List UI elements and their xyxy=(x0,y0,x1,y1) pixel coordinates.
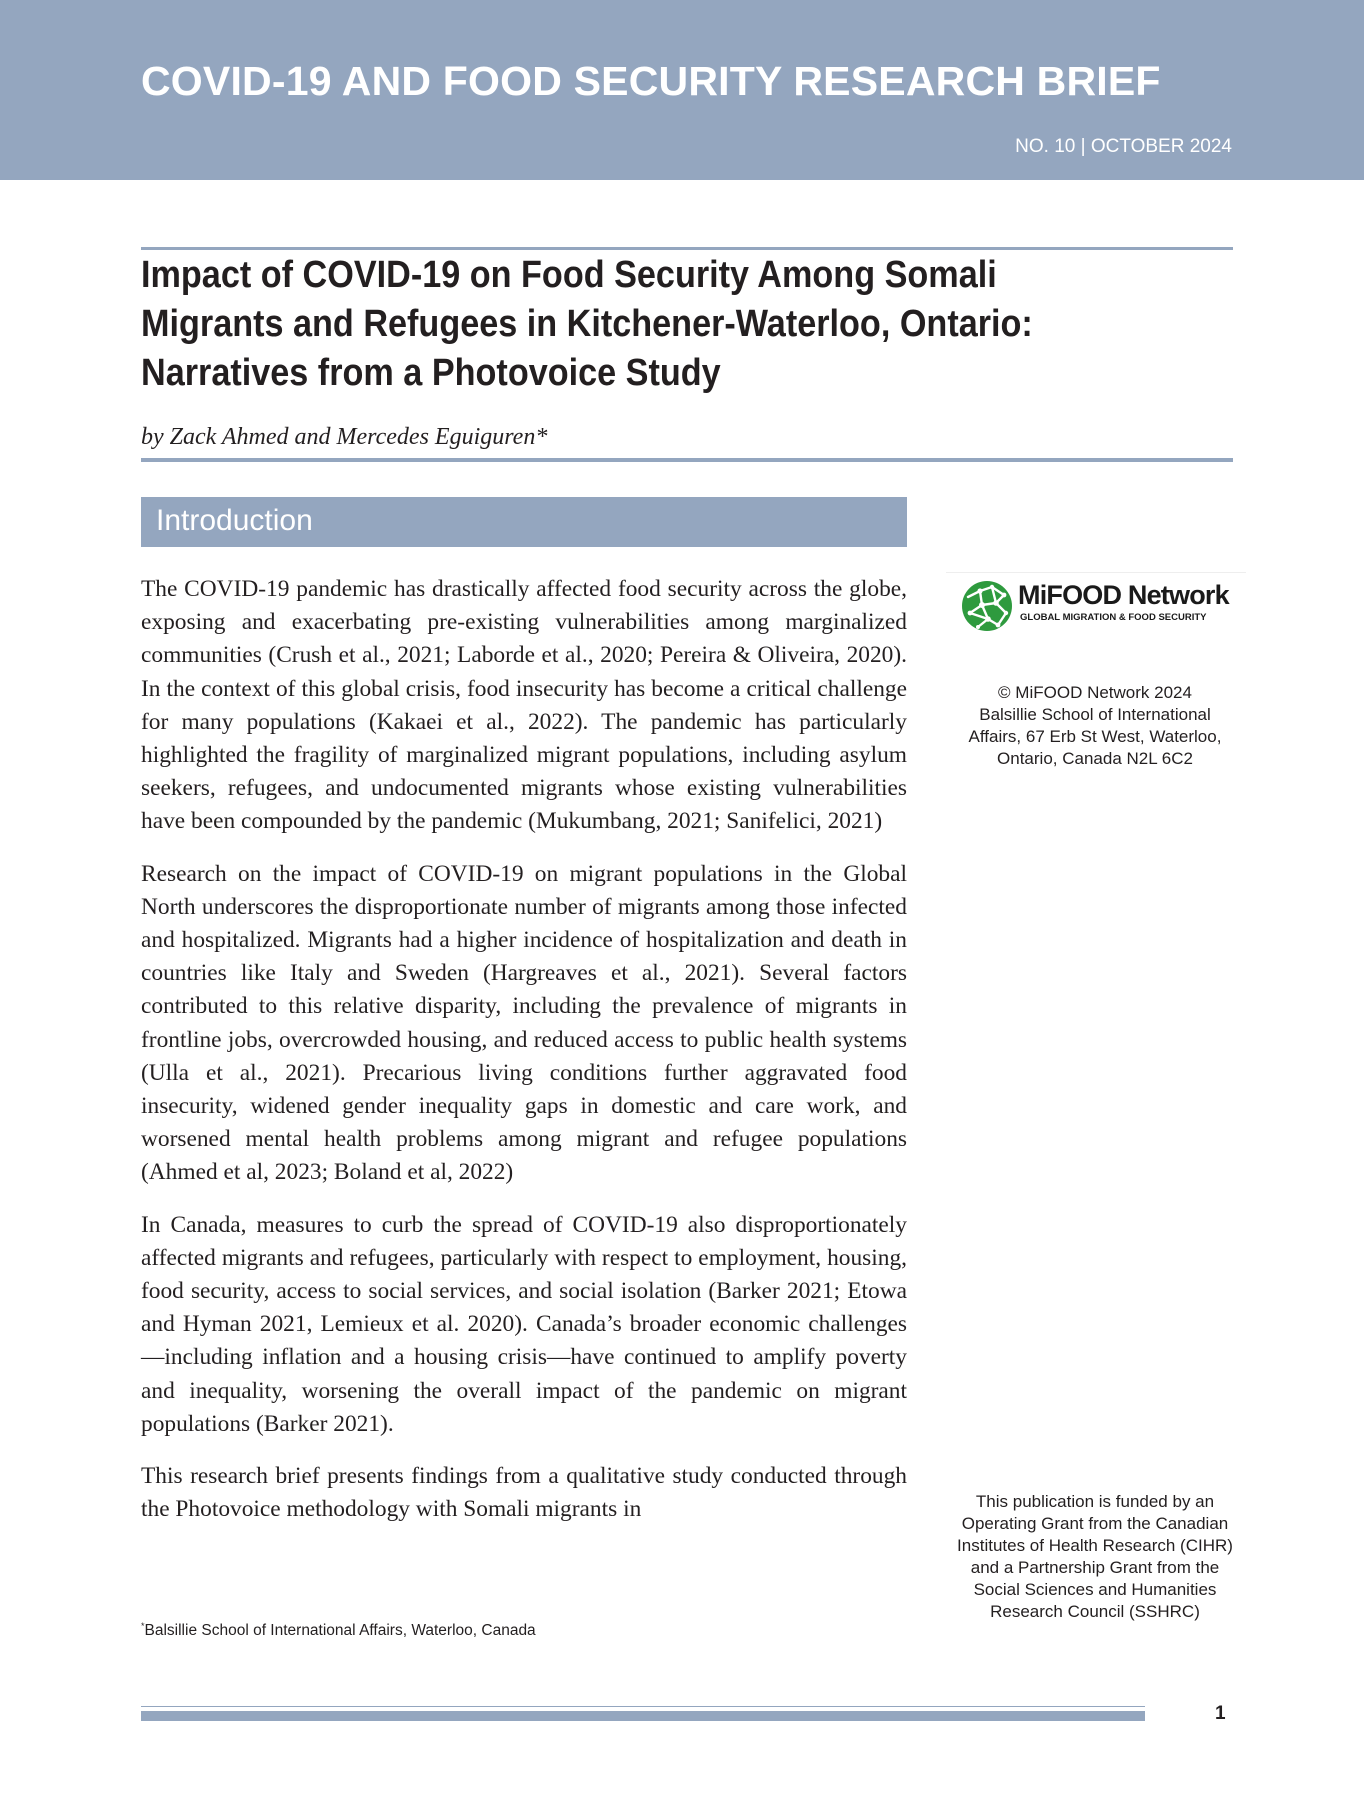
funding-line: Research Council (SSHRC) xyxy=(990,1602,1200,1621)
section-heading-bar xyxy=(141,497,907,547)
logo-divider xyxy=(946,572,1246,573)
section-heading: Introduction xyxy=(156,504,313,537)
footer-thin-rule xyxy=(141,1706,1145,1707)
author-byline: by Zack Ahmed and Mercedes Eguiguren* xyxy=(141,424,548,450)
funding-line: and a Partnership Grant from the xyxy=(970,1558,1220,1577)
page-number: 1 xyxy=(1215,1703,1226,1724)
mifood-logo xyxy=(958,576,1248,634)
funding-line: Institutes of Health Research (CIHR) xyxy=(957,1536,1233,1555)
address-line: Balsillie School of International xyxy=(979,705,1211,724)
footer-rule xyxy=(141,1711,1145,1721)
author-affiliation-footnote xyxy=(141,1621,536,1640)
funding-line: This publication is funded by an xyxy=(975,1492,1215,1511)
footnote-text: Balsillie School of International Affairs, Waterloo, Canada xyxy=(144,1622,536,1640)
title-top-rule xyxy=(141,247,1233,250)
brief-series-title: COVID-19 AND FOOD SECURITY RESEARCH BRIEF xyxy=(141,58,1161,104)
address-line: Ontario, Canada N2L 6C2 xyxy=(997,749,1193,768)
funding-note xyxy=(955,1491,1235,1623)
main-text-column xyxy=(141,573,907,1545)
address-line: Affairs, 67 Erb St West, Waterloo, xyxy=(968,727,1222,746)
logo-wordmark: MiFOOD Network xyxy=(1018,580,1229,610)
footnote-marker: * xyxy=(141,1621,145,1631)
body-paragraph: The COVID-19 pandemic has drastically affected food security across the globe, exposing and exacerbating pre-existing vulnerabilities among marginalized communities (Crush et al., 2021; Laborde et al., 2020; Pereira & Oliveira, 2020). In the context of this global crisis, food insecurity has become a critical challenge for many populations (Kakaei et al., 2022). The pandemic has particularly highlighted the fragility of marginalized migrant populations, including asylum seekers, refugees, and undocumented migrants whose existing vulnerabilities have been compounded by the pandemic (Mukumbang, 2021; Sanifelici, 2021) xyxy=(141,576,907,835)
body-paragraph: In Canada, measures to curb the spread of COVID-19 also disproportionately affected migrants and refugees, particularly with respect to employment, housing, food security, access to social services, and social isolation (Barker 2021; Etowa and Hyman 2021, Lemieux et al. 2020). Canada’s broader economic challenges—including inflation and a housing crisis—have continued to amplify poverty and inequality, worsening the overall impact of the pandemic on migrant populations (Barker 2021). xyxy=(141,1211,907,1437)
copyright-address xyxy=(955,682,1235,770)
body-paragraph: Research on the impact of COVID-19 on migrant populations in the Global North underscores the disproportionate number of migrants among those infected and hospitalized. Migrants had a higher incidence of hospitalization and death in countries like Italy and Sweden (Hargreaves et al., 2021). Several factors contributed to this relative disparity, including the prevalence of migrants in frontline jobs, overcrowded housing, and reduced access to public health systems (Ulla et al., 2021). Precarious living conditions further aggravated food insecurity, widened gender inequality gaps in domestic and care work, and worsened mental health problems among migrant and refugee populations (Ahmed et al, 2023; Boland et al, 2022) xyxy=(141,860,907,1186)
article-title: Impact of COVID-19 on Food Security Among Somali Migrants and Refugees in Kitchener-Waterloo, Ontario: Narratives from a Photovoice Study xyxy=(141,254,1033,394)
header-banner xyxy=(0,0,1364,180)
funding-line: Social Sciences and Humanities xyxy=(973,1580,1217,1599)
funding-line: Operating Grant from the Canadian xyxy=(961,1514,1229,1533)
body-paragraph: This research brief presents findings from a qualitative study conducted through the Photovoice methodology with Somali migrants in xyxy=(141,1463,907,1523)
byline-rule xyxy=(141,458,1233,462)
logo-tagline: GLOBAL MIGRATION & FOOD SECURITY xyxy=(1020,612,1207,623)
globe-network-icon xyxy=(960,579,1014,633)
issue-number-date: NO. 10 | OCTOBER 2024 xyxy=(1015,136,1232,157)
copyright-line: © MiFOOD Network 2024 xyxy=(998,683,1192,702)
